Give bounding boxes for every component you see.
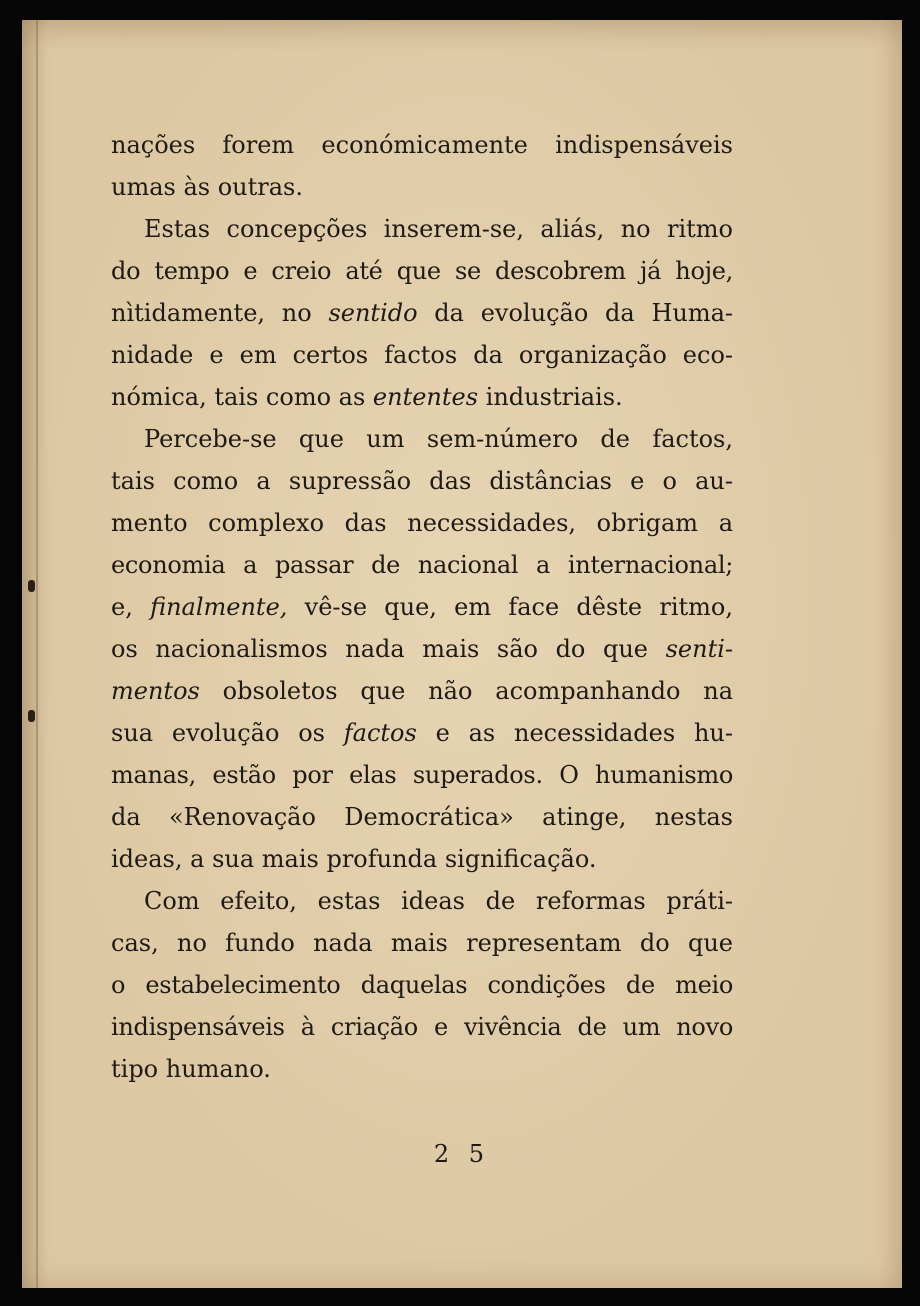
text-line: tipo humano.: [111, 1055, 271, 1083]
body-text: [111, 124, 733, 1090]
italic-word: factos: [343, 719, 417, 747]
text-line: nidade e em certos factos da organização eco-: [111, 341, 733, 369]
text-line: tais como a supressão das distâncias e o au-: [111, 467, 733, 495]
italic-word: senti-: [665, 635, 733, 663]
spine-crease: [36, 20, 38, 1288]
text-line: nómica, tais como as ententes industriais.: [111, 383, 623, 411]
text-line: manas, estão por elas superados. O humanismo: [111, 761, 733, 789]
text-line: Com efeito, estas ideas de reformas práti-: [144, 887, 733, 915]
text-line: e, finalmente, vê-se que, em face dêste ritmo,: [111, 593, 733, 621]
text-line: o estabelecimento daquelas condições de meio: [111, 971, 733, 999]
text-line: economia a passar de nacional a internacional;: [111, 551, 733, 579]
text-line: cas, no fundo nada mais representam do que: [111, 929, 733, 957]
text-line: os nacionalismos nada mais são do que senti-: [111, 635, 733, 663]
page-number: 2 5: [433, 1140, 491, 1168]
italic-word: sentido: [328, 299, 418, 327]
text-line: nìtidamente, no sentido da evolução da Huma-: [111, 299, 734, 327]
spine-stain-mark: [28, 580, 35, 592]
text-line: Percebe-se que um sem-número de factos,: [144, 425, 733, 453]
italic-word: ententes: [372, 383, 479, 411]
text-line: do tempo e creio até que se descobrem já hoje,: [111, 257, 733, 285]
text-line: indispensáveis à criação e vivência de um novo: [111, 1013, 733, 1041]
text-line: da «Renovação Democrática» atinge, nestas: [111, 803, 733, 831]
book-page: [22, 20, 902, 1288]
text-line: sua evolução os factos e as necessidades hu-: [111, 719, 733, 747]
text-line: umas às outras.: [111, 173, 303, 201]
text-line: mentos obsoletos que não acompanhando na: [111, 677, 733, 705]
text-line: ideas, a sua mais profunda significação.: [111, 845, 597, 873]
italic-word: finalmente,: [150, 593, 288, 621]
text-line: mento complexo das necessidades, obrigam a: [111, 509, 733, 537]
text-line: nações forem económicamente indispensáveis: [111, 131, 733, 159]
italic-word: mentos: [111, 677, 200, 705]
text-line: Estas concepções inserem-se, aliás, no ritmo: [144, 215, 733, 243]
spine-stain-mark: [28, 710, 35, 722]
